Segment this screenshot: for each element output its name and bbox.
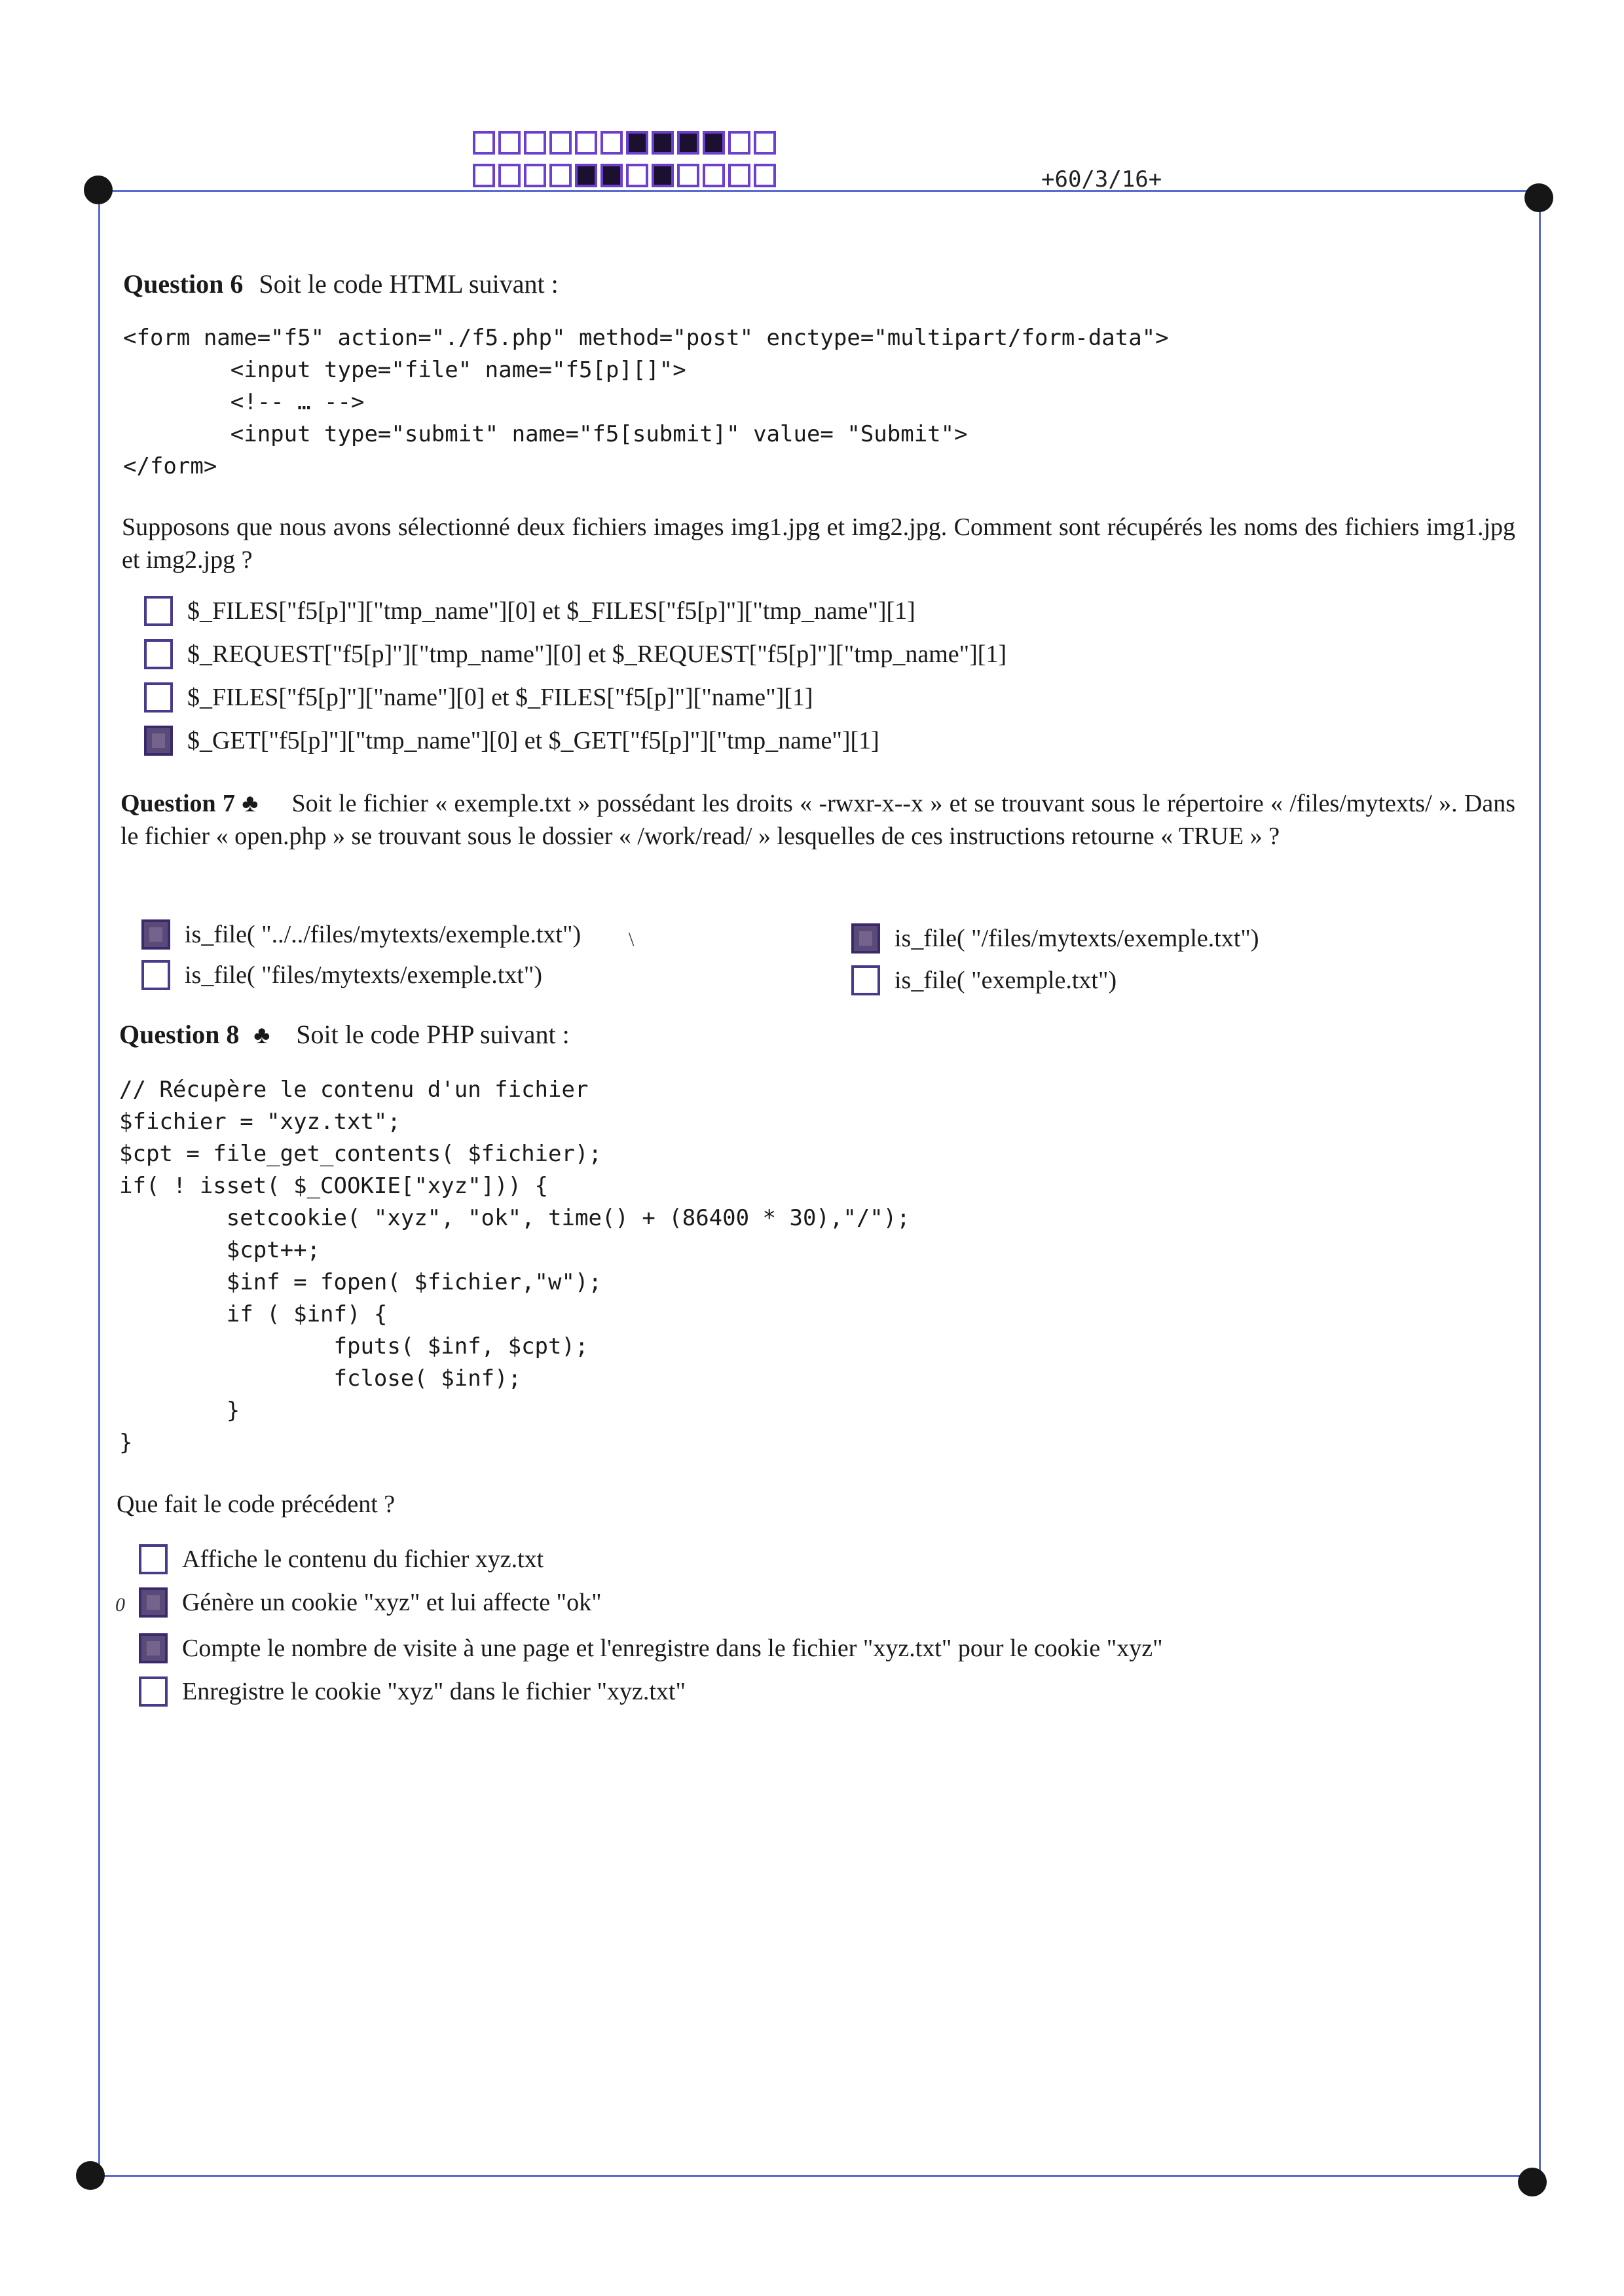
checkbox[interactable] [141, 960, 170, 990]
corner-marker-bottom-left [76, 2161, 105, 2190]
pencil-margin-mark: 0 [115, 1594, 125, 1616]
page-id: +60/3/16+ [1041, 166, 1162, 193]
club-icon: ♣ [253, 1022, 270, 1049]
code-cell [498, 164, 521, 187]
q6-prompt: Soit le code HTML suivant : [259, 269, 559, 299]
q6-choice-3[interactable] [144, 682, 813, 713]
q6-choice-2[interactable] [144, 639, 1006, 669]
q7-choice-4[interactable] [851, 965, 1116, 995]
choice-label: $_FILES["f5[p]"]["name"][0] et $_FILES["f5[p]"]["name"][1] [187, 684, 813, 711]
frame-right-line [1539, 191, 1541, 2176]
frame-top-line [100, 190, 1540, 192]
choice-label: Compte le nombre de visite à une page et l'enregistre dans le fichier "xyz.txt" pour le cookie "xyz" [182, 1635, 1163, 1662]
checkbox[interactable] [144, 726, 173, 756]
code-cell [652, 164, 674, 187]
q8-choice-2[interactable] [139, 1587, 602, 1618]
club-icon: ♣ [242, 790, 259, 817]
choice-label: $_GET["f5[p]"]["tmp_name"][0] et $_GET["f5[p]"]["tmp_name"][1] [187, 727, 879, 754]
code-cell [549, 164, 572, 187]
choice-label: $_REQUEST["f5[p]"]["tmp_name"][0] et $_REQUEST["f5[p]"]["tmp_name"][1] [187, 640, 1007, 668]
choice-label: $_FILES["f5[p]"]["tmp_name"][0] et $_FILES["f5[p]"]["tmp_name"][1] [187, 597, 915, 625]
pencil-tick-mark: \ [629, 929, 635, 950]
code-cell [677, 131, 699, 155]
code-cell [728, 131, 750, 155]
code-cell [473, 164, 495, 187]
q8-label: Question 8 [119, 1020, 240, 1049]
code-cell [652, 131, 674, 155]
checkbox[interactable] [139, 1676, 168, 1707]
q7-block [120, 787, 1515, 853]
choice-label: is_file( "/files/mytexts/exemple.txt") [895, 925, 1259, 952]
code-cell [677, 164, 699, 187]
code-cell [524, 131, 546, 155]
code-cell [549, 131, 572, 155]
q6-title [123, 268, 559, 299]
q7-choice-3[interactable] [141, 960, 542, 990]
checkbox[interactable] [851, 923, 880, 954]
choice-label: Enregistre le cookie "xyz" dans le fichier "xyz.txt" [182, 1678, 686, 1705]
choice-label: is_file( "../../files/mytexts/exemple.txt") [185, 921, 581, 948]
code-cell [728, 164, 750, 187]
q6-question: Supposons que nous avons sélectionné deux fichiers images img1.jpg et img2.jpg. Comment sont récupérés les noms des fichiers img1.jpg et img2.jpg ? [122, 513, 1515, 574]
page-code-cells-row-2 [473, 164, 779, 187]
code-cell [754, 164, 776, 187]
q7-choice-2[interactable] [851, 923, 1259, 954]
frame-left-line [98, 191, 100, 2176]
q8-choice-1[interactable] [139, 1544, 544, 1574]
q6-label: Question 6 [123, 269, 244, 299]
q8-choice-4[interactable] [139, 1676, 686, 1707]
choice-label: is_file( "files/mytexts/exemple.txt") [185, 961, 543, 989]
checkbox[interactable] [851, 965, 880, 995]
q6-choice-1[interactable] [144, 596, 915, 626]
checkbox[interactable] [144, 596, 173, 626]
q8-code-block: // Récupère le contenu d'un fichier $fichier = "xyz.txt"; $cpt = file_get_contents( $fichier); if( ! isset( $_COOKIE["xyz"])) { setcookie( "xyz", "ok", time() + (86400 * 30),"/"); $cpt++; $inf = fopen( $fichier,"w"); if ( $inf) { fputs( $inf, $cpt); fclose( $inf); } } [119, 1077, 910, 1456]
code-cell [626, 164, 648, 187]
q8-question: Que fait le code précédent ? [117, 1491, 396, 1518]
page-code-cells-row-1 [473, 131, 779, 155]
code-cell [703, 131, 725, 155]
code-cell [575, 164, 597, 187]
code-cell [600, 164, 623, 187]
corner-marker-top-right [1524, 183, 1553, 212]
choice-label: is_file( "exemple.txt") [895, 967, 1117, 994]
code-cell [524, 164, 546, 187]
q7-question: Soit le fichier « exemple.txt » possédant les droits « -rwxr-x--x » et se trouvant sous le répertoire « /files/mytexts/ ». Dans le fichier « open.php » se trouvant sous le dossier « /work/read/ » lesquelles de ces instructions retourne « TRUE » ? [120, 790, 1516, 850]
code-cell [473, 131, 495, 155]
code-cell [600, 131, 623, 155]
q7-label: Question 7 [120, 790, 236, 817]
checkbox[interactable] [144, 639, 173, 669]
code-cell [498, 131, 521, 155]
corner-marker-top-left [84, 176, 113, 204]
checkbox[interactable] [144, 682, 173, 713]
q7-choice-1[interactable] [141, 919, 581, 950]
checkbox[interactable] [141, 919, 170, 950]
checkbox[interactable] [139, 1587, 168, 1618]
checkbox[interactable] [139, 1633, 168, 1663]
checkbox[interactable] [139, 1544, 168, 1574]
q6-code-block: <form name="f5" action="./f5.php" method="post" enctype="multipart/form-data"> <input type="file" name="f5[p][]"> <!-- … --> <input type="submit" name="f5[submit]" value= "Submit"> </form> [123, 325, 1169, 479]
corner-marker-bottom-right [1518, 2168, 1547, 2196]
code-cell [703, 164, 725, 187]
code-cell [754, 131, 776, 155]
q8-title [119, 1019, 570, 1050]
q6-choice-4[interactable] [144, 726, 879, 756]
choice-label: Affiche le contenu du fichier xyz.txt [182, 1546, 544, 1573]
q8-choice-3[interactable] [139, 1633, 1163, 1663]
q8-prompt: Soit le code PHP suivant : [296, 1020, 570, 1049]
frame-bottom-line [92, 2175, 1536, 2177]
choice-label: Génère un cookie "xyz" et lui affecte "ok" [182, 1589, 602, 1616]
code-cell [575, 131, 597, 155]
code-cell [626, 131, 648, 155]
